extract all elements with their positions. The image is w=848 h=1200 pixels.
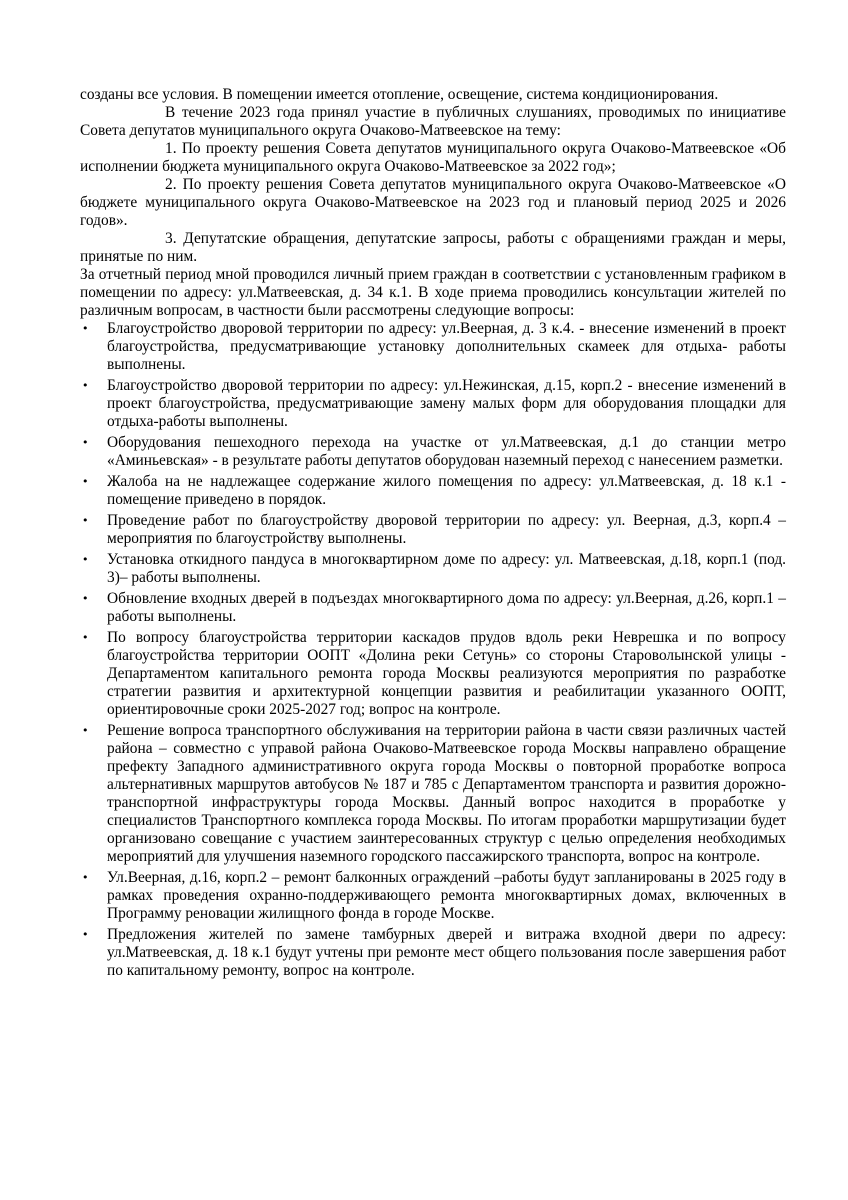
paragraph-reception: За отчетный период мной проводился личный прием граждан в соответствии с установленным графиком в помещении по адресу: ул.Матвеевская, д. 34 к.1. В ходе приема проводились консультации жителей по различным вопросам, в частности были рассмотрены следующие вопросы: — [80, 266, 786, 319]
list-item-text: Оборудования пешеходного перехода на участке от ул.Матвеевская, д.1 до станции метро «Аминьевская» - в результате работы депутатов оборудован наземный переход с нанесением разметки. — [107, 434, 786, 469]
list-item — [80, 320, 786, 374]
list-item — [80, 629, 786, 719]
document-page — [80, 86, 786, 983]
bullet-icon: • — [82, 514, 89, 527]
list-item-text: Решение вопроса транспортного обслуживания на территории района в части связи различных частей района – совместно с управой района Очаково-Матвеевское города Москвы направлено обращение префекту Западного административного округа города Москвы о повторной проработке вопроса альтернативных маршрутов автобусов № 187 и 785 с Департаментом транспорта и развития дорожно-транспортной инфраструктуры города Москвы. Данный вопрос находится в проработке у специалистов Транспортного комплекса города Москвы. По итогам проработки маршрутизации будет организовано совещание с участием заинтересованных структур с целью определения необходимых мероприятий для улучшения наземного городского пассажирского транспорта, вопрос на контроле. — [107, 722, 786, 865]
list-item — [80, 551, 786, 587]
bullet-icon: • — [82, 724, 89, 737]
bullet-icon: • — [82, 379, 89, 392]
list-item-text: Ул.Веерная, д.16, корп.2 – ремонт балконных ограждений –работы будут запланированы в 2025 году в рамках проведения охранно-поддерживающего ремонта многоквартирных домах, включенных в Программу реновации жилищного фонда в городе Москве. — [107, 869, 786, 922]
list-item — [80, 377, 786, 431]
list-item-text: Предложения жителей по замене тамбурных дверей и витража входной двери по адресу: ул.Матвеевская, д. 18 к.1 будут учтены при ремонте мест общего пользования после завершения работ по капитальному ремонту, вопрос на контроле. — [107, 926, 786, 979]
bullet-icon: • — [82, 553, 89, 566]
bullet-icon: • — [82, 592, 89, 605]
paragraph-conditions: созданы все условия. В помещении имеется отопление, освещение, система кондиционирования. — [80, 86, 719, 103]
list-item-text: Благоустройство дворовой территории по адресу: ул.Нежинская, д.15, корп.2 - внесение изменений в проект благоустройства, предусматривающие замену малых форм для оборудования площадки для отдыха-работы выполнены. — [107, 377, 786, 430]
bullet-icon: • — [82, 871, 89, 884]
paragraph-public-hearings: В течение 2023 года принял участие в публичных слушаниях, проводимых по инициативе Совета депутатов муниципального округа Очаково-Матвеевское на тему: — [80, 104, 786, 139]
section-heading-appeals: 3. Депутатские обращения, депутатские запросы, работы с обращениями граждан и меры, принятые по ним. — [80, 230, 786, 265]
list-item — [80, 869, 786, 923]
list-item-text: По вопросу благоустройства территории каскадов прудов вдоль реки Неврешка и по вопросу благоустройства территории ООПТ «Долина реки Сетунь» со стороны Староволынской улицы - Департаментом капитального ремонта города Москвы реализуются мероприятия по разработке стратегии развития и архитектурной концепции развития и реабилитации указанного ООПТ, ориентировочные сроки 2025-2027 год; вопрос на контроле. — [107, 629, 786, 718]
list-item — [80, 926, 786, 980]
list-item-text: Обновление входных дверей в подъездах многоквартирного дома по адресу: ул.Веерная, д.26, корп.1 – работы выполнены. — [107, 590, 786, 625]
paragraph-hearing-1: 1. По проекту решения Совета депутатов муниципального округа Очаково-Матвеевское «Об исполнении бюджета муниципального округа Очаково-Матвеевское за 2022 год»; — [80, 140, 786, 175]
paragraph-hearing-2: 2. По проекту решения Совета депутатов муниципального округа Очаково-Матвеевское «О бюджете муниципального округа Очаково-Матвеевское на 2023 год и плановый период 2025 и 2026 годов». — [80, 176, 786, 229]
list-item — [80, 434, 786, 470]
issues-list — [80, 320, 786, 980]
list-item-text: Благоустройство дворовой территории по адресу: ул.Веерная, д. 3 к.4. - внесение изменений в проект благоустройства, предусматривающие установку дополнительных скамеек для отдыха- работы выполнены. — [107, 320, 786, 373]
bullet-icon: • — [82, 928, 89, 941]
list-item — [80, 473, 786, 509]
bullet-icon: • — [82, 631, 89, 644]
bullet-icon: • — [82, 436, 89, 449]
list-item-text: Установка откидного пандуса в многоквартирном доме по адресу: ул. Матвеевская, д.18, корп.1 (под. 3)– работы выполнены. — [107, 551, 786, 586]
bullet-icon: • — [82, 475, 89, 488]
list-item-text: Жалоба на не надлежащее содержание жилого помещения по адресу: ул.Матвеевская, д. 18 к.1 - помещение приведено в порядок. — [107, 473, 786, 508]
bullet-icon: • — [82, 322, 89, 335]
list-item — [80, 590, 786, 626]
list-item — [80, 722, 786, 866]
list-item-text: Проведение работ по благоустройству дворовой территории по адресу: ул. Веерная, д.3, корп.4 – мероприятия по благоустройству выполнены. — [107, 512, 786, 547]
list-item — [80, 512, 786, 548]
